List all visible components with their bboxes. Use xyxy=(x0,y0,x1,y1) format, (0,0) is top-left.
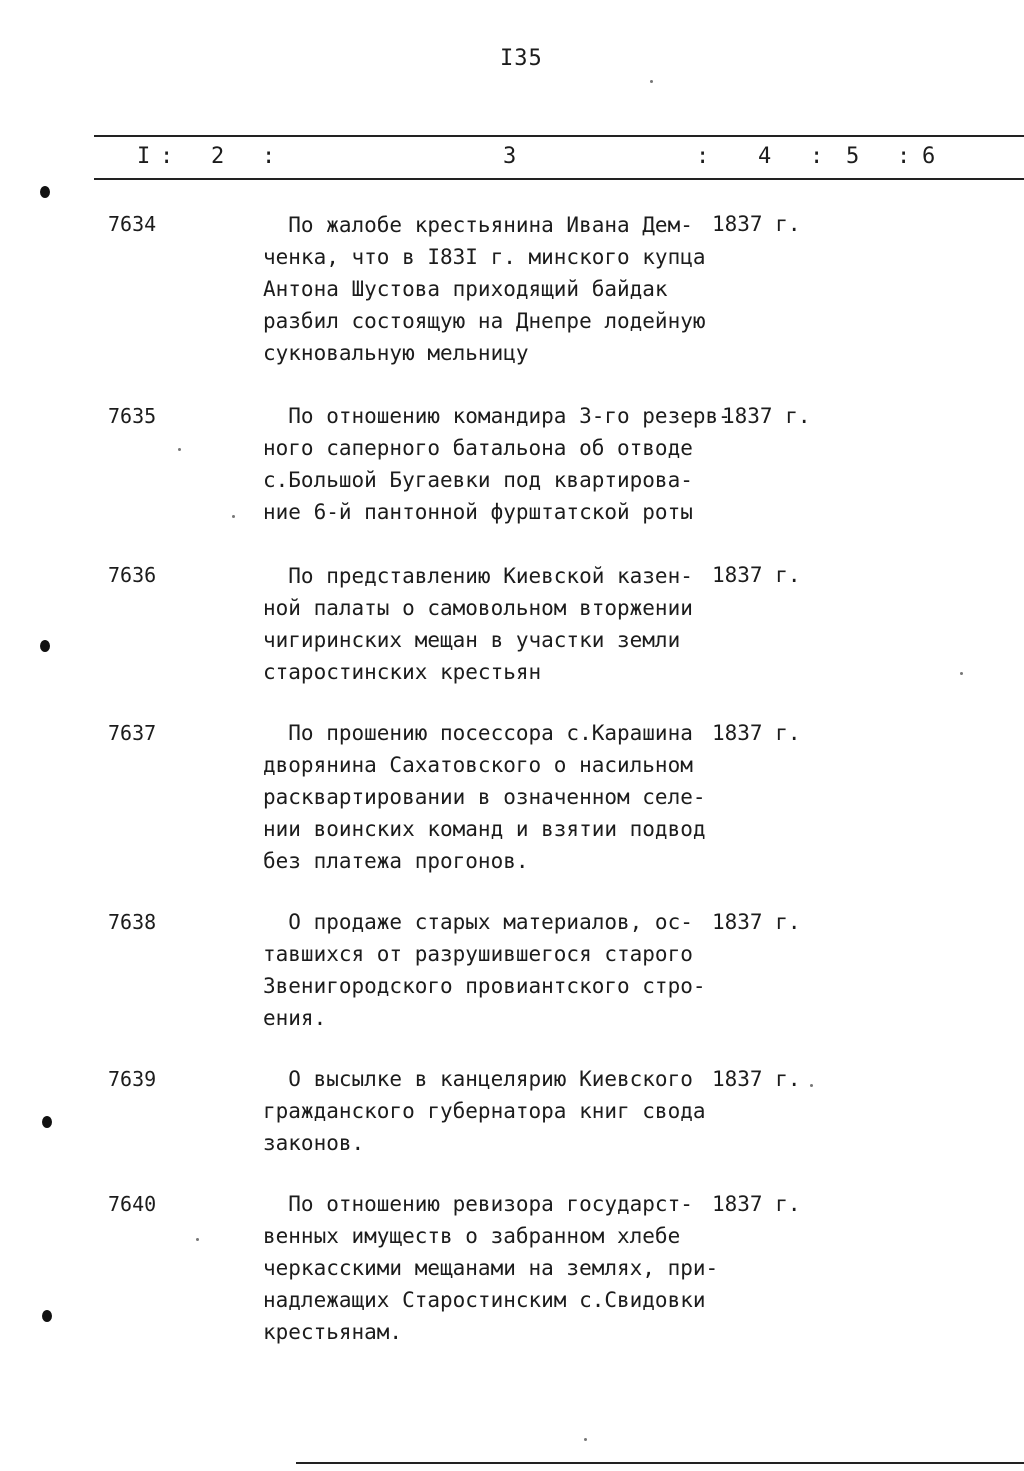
column-3-label: 3 xyxy=(503,144,517,169)
entry-number: 7634 xyxy=(108,212,157,236)
entry-text: По отношению ревизора государст- венных имуществ о забранном хлебе черкасскими мещанами на землях, при- надлежащих Старостинским с.Свидовки крестьянам. xyxy=(263,1192,719,1344)
binder-hole-mark xyxy=(42,1310,52,1322)
binder-hole-mark xyxy=(40,640,50,652)
entry-year: 1837 г. xyxy=(712,563,801,587)
column-separator: : xyxy=(262,144,276,169)
header-bottom-rule xyxy=(94,178,1024,180)
binder-hole-mark xyxy=(42,1116,52,1128)
binder-hole-mark xyxy=(40,186,50,198)
entry-text: По представлению Киевской казен- ной палаты о самовольном вторжении чигиринских мещан в участки земли старостинских крестьян xyxy=(263,564,693,684)
scan-speck xyxy=(178,448,181,451)
entry-number: 7635 xyxy=(108,404,157,428)
scan-speck xyxy=(810,1084,813,1087)
entry-year: 1837 г. xyxy=(722,404,811,428)
entry-text: По отношению командира 3-го резерв- ного саперного батальона об отводе с.Большой Бугаевки под квартирова- ние 6-й пантонной фурштатской роты xyxy=(263,404,731,524)
page-number: I35 xyxy=(500,46,543,71)
footer-rule xyxy=(296,1462,1024,1464)
entry-year: 1837 г. xyxy=(712,212,801,236)
entry-text: О продаже старых материалов, ос- тавшихся от разрушившегося старого Звенигородского провиантского стро- ения. xyxy=(263,910,706,1030)
column-separator: : xyxy=(696,144,710,169)
entry-text: По жалобе крестьянина Ивана Дем- ченка, что в I83I г. минского купца Антона Шустова приходящий байдак разбил состоящую на Днепре лодейную сукновальную мельницу xyxy=(263,213,706,365)
column-1-label: I xyxy=(137,144,151,169)
entry-year: 1837 г. xyxy=(712,1192,801,1216)
entry-text: О высылке в канцелярию Киевского гражданского губернатора книг свода законов. xyxy=(263,1067,706,1155)
scan-speck xyxy=(650,80,653,83)
entry-year: 1837 г. xyxy=(712,721,801,745)
column-4-label: 4 xyxy=(758,144,772,169)
scan-speck xyxy=(960,672,963,675)
column-6-label: 6 xyxy=(922,144,936,169)
entry-year: 1837 г. xyxy=(712,910,801,934)
entry-number: 7637 xyxy=(108,721,157,745)
entry-number: 7636 xyxy=(108,563,157,587)
column-separator: : xyxy=(160,144,174,169)
scan-speck xyxy=(584,1438,587,1441)
entry-year: 1837 г. xyxy=(712,1067,801,1091)
column-separator: : xyxy=(897,144,911,169)
header-top-rule xyxy=(94,135,1024,137)
column-5-label: 5 xyxy=(846,144,860,169)
column-2-label: 2 xyxy=(211,144,225,169)
column-separator: : xyxy=(810,144,824,169)
entry-number: 7639 xyxy=(108,1067,157,1091)
scan-speck xyxy=(196,1238,199,1241)
scan-speck xyxy=(232,515,235,518)
entry-number: 7638 xyxy=(108,910,157,934)
entry-text: По прошению посессора с.Карашина дворянина Сахатовского о насильном расквартировании в означенном селе- нии воинских команд и взятии подвод без платежа прогонов. xyxy=(263,721,706,873)
entry-number: 7640 xyxy=(108,1192,157,1216)
